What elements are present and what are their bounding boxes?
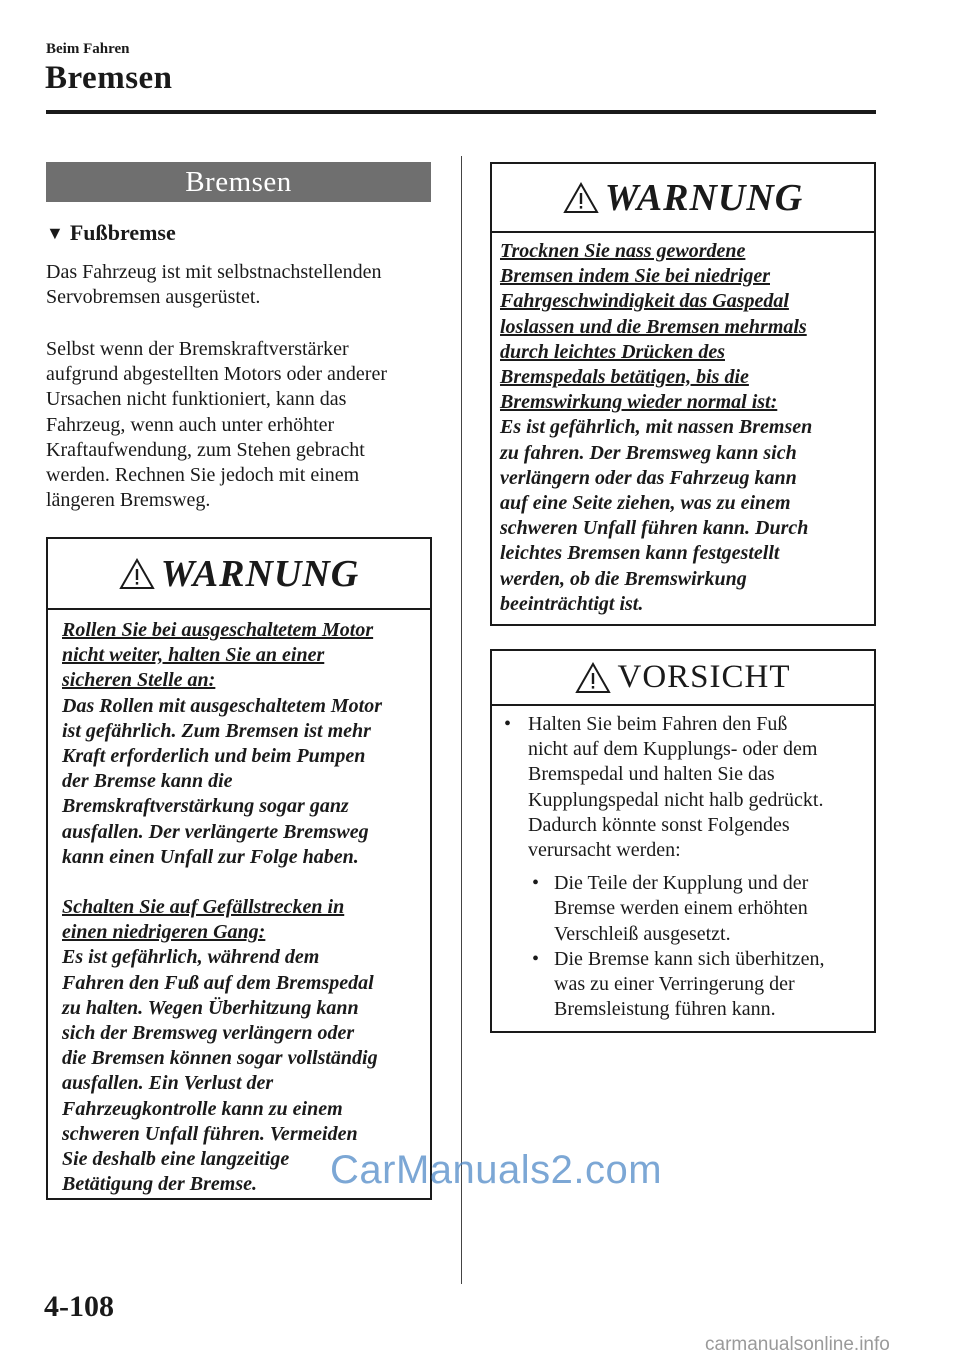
warning-content bbox=[492, 233, 874, 617]
warning-text-line: der Bremse kann die bbox=[62, 770, 233, 793]
text-line: was zu einer Verringerung der bbox=[554, 973, 795, 996]
triangle-down-icon: ▼ bbox=[46, 222, 64, 243]
warning-box-left bbox=[46, 537, 432, 1200]
caution-triangle-icon bbox=[575, 662, 611, 694]
text-line: verursacht werden: bbox=[528, 839, 681, 862]
warning-text-line: schweren Unfall führen. Vermeiden bbox=[62, 1122, 358, 1145]
warning-triangle-icon bbox=[563, 182, 599, 214]
text-line: Bremsleistung führen kann. bbox=[554, 998, 776, 1021]
bullet-icon: • bbox=[504, 713, 512, 735]
page-title: Bremsen bbox=[45, 60, 173, 96]
warning-text-line: zu halten. Wegen Überhitzung kann bbox=[62, 996, 359, 1019]
warning-text-line: sich der Bremsweg verlängern oder bbox=[62, 1022, 355, 1045]
column-divider bbox=[461, 156, 462, 1284]
warning-heading-line: Rollen Sie bei ausgeschaltetem Motor bbox=[62, 619, 374, 641]
warning-title: WARNUNG bbox=[160, 552, 360, 595]
text-line: Halten Sie beim Fahren den Fuß bbox=[528, 713, 788, 735]
warning-text-line: Das Rollen mit ausgeschaltetem Motor bbox=[62, 694, 383, 717]
warning-text-line: verlängern oder das Fahrzeug kann bbox=[500, 466, 797, 489]
warning-header bbox=[492, 164, 874, 233]
warning-text-line: Sie deshalb eine langzeitige bbox=[62, 1148, 290, 1171]
warning-text-line: die Bremsen können sogar vollständig bbox=[62, 1047, 378, 1070]
warning-heading-line: Bremspedals betätigen, bis die bbox=[500, 366, 749, 389]
list-item bbox=[504, 947, 874, 1023]
warning-heading-line: Fahrgeschwindigkeit das Gaspedal bbox=[500, 290, 789, 313]
text-line: Bremse werden einem erhöhten bbox=[554, 897, 808, 920]
spacer bbox=[62, 870, 430, 895]
chapter-label: Beim Fahren bbox=[46, 41, 130, 57]
caution-content bbox=[492, 706, 874, 1022]
warning-text-line: Es ist gefährlich, mit nassen Bremsen bbox=[500, 416, 813, 439]
bullet-icon: • bbox=[532, 872, 540, 895]
text-line: Kupplungspedal nicht halb gedrückt. bbox=[528, 788, 824, 811]
bullet-icon: • bbox=[532, 947, 540, 970]
caution-header bbox=[492, 651, 874, 706]
list-item bbox=[504, 712, 874, 863]
warning-text-line: ist gefährlich. Zum Bremsen ist mehr bbox=[62, 719, 371, 742]
text-line: werden. Rechnen Sie jedoch mit einem bbox=[46, 464, 360, 487]
warning-text-line: Kraft erforderlich und beim Pumpen bbox=[62, 745, 366, 768]
warning-triangle-icon bbox=[119, 558, 155, 590]
caution-title: VORSICHT bbox=[617, 659, 791, 695]
text-line: Selbst wenn der Bremskraftverstärker bbox=[46, 338, 349, 360]
text-line: nicht auf dem Kupplungs- oder dem bbox=[528, 738, 818, 761]
text-line: längeren Bremsweg. bbox=[46, 489, 211, 512]
caution-box bbox=[490, 649, 876, 1033]
warning-text-line: werden, ob die Bremswirkung bbox=[500, 567, 747, 590]
warning-heading-line: Trocknen Sie nass gewordene bbox=[500, 240, 746, 262]
warning-text-line: ausfallen. Der verlängerte Bremsweg bbox=[62, 820, 369, 843]
watermark-site: carmanualsonline.info bbox=[705, 1334, 890, 1355]
warning-text-line: Fahrzeugkontrolle kann zu einem bbox=[62, 1097, 343, 1120]
subsection-heading bbox=[46, 220, 176, 246]
warning-text-line: leichtes Bremsen kann festgestellt bbox=[500, 542, 780, 565]
text-line: Kraftaufwendung, zum Stehen gebracht bbox=[46, 438, 365, 461]
warning-heading-line: loslassen und die Bremsen mehrmals bbox=[500, 315, 807, 338]
text-line: Die Teile der Kupplung und der bbox=[554, 872, 809, 895]
page-number: 4-108 bbox=[44, 1290, 114, 1323]
section-title-bar: Bremsen bbox=[46, 162, 431, 202]
warning-text-line: Betätigung der Bremse. bbox=[62, 1173, 258, 1196]
warning-text-line: schweren Unfall führen kann. Durch bbox=[500, 517, 809, 540]
warning-heading-line: Bremswirkung wieder normal ist: bbox=[500, 391, 778, 414]
warning-header bbox=[48, 539, 430, 610]
warning-heading-line: einen niedrigeren Gang: bbox=[62, 921, 266, 944]
text-line: Fahrzeug, wenn auch unter erhöhter bbox=[46, 413, 335, 436]
text-line: Verschleiß ausgesetzt. bbox=[554, 922, 731, 945]
warning-heading-line: Bremsen indem Sie bei niedriger bbox=[500, 265, 770, 288]
paragraph-intro bbox=[46, 260, 438, 310]
warning-box-right bbox=[490, 162, 876, 626]
text-line: Servobremsen ausgerüstet. bbox=[46, 286, 261, 309]
warning-heading-line: nicht weiter, halten Sie an einer bbox=[62, 644, 325, 667]
paragraph-brake-booster bbox=[46, 337, 438, 513]
warning-text-line: kann einen Unfall zur Folge haben. bbox=[62, 845, 359, 868]
warning-title: WARNUNG bbox=[604, 176, 804, 219]
warning-text-line: auf eine Seite ziehen, was zu einem bbox=[500, 492, 791, 515]
text-line: Dadurch könnte sonst Folgendes bbox=[528, 813, 790, 836]
warning-heading-line: sicheren Stelle an: bbox=[62, 669, 216, 692]
warning-text-line: zu fahren. Der Bremsweg kann sich bbox=[500, 441, 797, 464]
header-rule bbox=[46, 110, 876, 114]
warning-heading-line: Schalten Sie auf Gefällstrecken in bbox=[62, 896, 345, 919]
watermark-logo: CarManuals2.com bbox=[330, 1148, 663, 1192]
text-line: aufgrund abgestellten Motors oder anderer bbox=[46, 363, 387, 386]
text-line: Bremspedal und halten Sie das bbox=[528, 763, 775, 786]
list-item bbox=[504, 871, 874, 947]
warning-text-line: Fahren den Fuß auf dem Bremspedal bbox=[62, 971, 374, 994]
text-line: Das Fahrzeug ist mit selbstnachstellenden bbox=[46, 261, 382, 283]
warning-heading-line: durch leichtes Drücken des bbox=[500, 340, 725, 363]
warning-text-line: Bremskraftverstärkung sogar ganz bbox=[62, 795, 349, 818]
warning-text-line: Es ist gefährlich, während dem bbox=[62, 946, 320, 969]
text-line: Ursachen nicht funktioniert, kann das bbox=[46, 388, 347, 411]
warning-text-line: beeinträchtigt ist. bbox=[500, 592, 644, 615]
warning-text-line: ausfallen. Ein Verlust der bbox=[62, 1072, 274, 1095]
text-line: Die Bremse kann sich überhitzen, bbox=[554, 947, 825, 970]
subsection-title: Fußbremse bbox=[69, 220, 176, 245]
warning-content bbox=[48, 610, 430, 1197]
